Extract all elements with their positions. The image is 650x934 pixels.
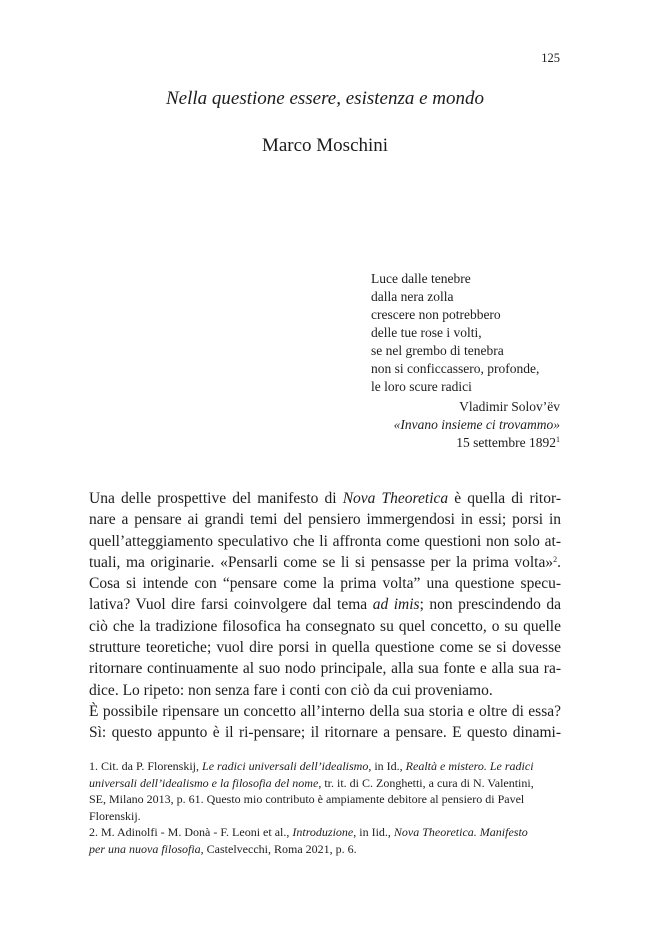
epigraph-attribution (394, 398, 560, 452)
footnote-text: , tr. it. di C. Zonghetti, a cura di N. Valentini, (318, 775, 534, 790)
footnote-text: , Castelvecchi, Roma 2021, p. 6. (200, 841, 357, 856)
epigraph-line: dalla nera zolla (371, 289, 454, 304)
footnote-text: , in Id., (368, 759, 406, 773)
epigraph-line: non si conficcassero, profonde, (371, 361, 540, 376)
footnote-2-line (89, 824, 561, 841)
body-line: strutture teoretiche; vuol dire porsi in quella questione come se si dovesse (89, 639, 561, 657)
body-line: Cosa si intende con “pensare come la prima volta” una questione specu- (89, 575, 561, 593)
body-line (89, 594, 561, 615)
body-line: dice. Lo ripeto: non senza fare i conti con ciò da cui proveniamo. (89, 681, 493, 699)
footnotes (89, 758, 561, 858)
footnote-1-line (89, 758, 561, 775)
footnote-1-line (89, 775, 561, 792)
body-line (89, 488, 561, 509)
author-name: Marco Moschini (261, 135, 389, 156)
body-line: È possibile ripensare un concetto all’interno della sua storia e oltre di essa? (89, 702, 561, 720)
footnote-text: , in Iid., (353, 825, 394, 840)
body-line: ritornare continuamente al suo nodo principale, alla sua fonte e alla sua ra- (89, 660, 561, 678)
body-text-span: ; non prescindendo da (419, 596, 561, 614)
body-text-span: è quella di ritor- (448, 490, 561, 507)
epigraph-poem (371, 270, 559, 396)
body-line: nare a pensare ai grandi temi del pensiero immergendosi in essi; porsi in (89, 511, 561, 529)
body-line: quell’atteggiamento speculativo che li affronta come questioni non solo at- (89, 532, 561, 550)
body-text-span: lativa? Vuol dire farsi coinvolgere dal tema (89, 596, 373, 614)
epigraph-date-line (394, 434, 560, 452)
epigraph-line: se nel grembo di tenebra (371, 343, 504, 358)
epigraph-source: «Invano insieme ci trovammo» (393, 417, 560, 432)
epigraph-line: le loro scure radici (371, 379, 472, 394)
epigraph-line: Luce dalle tenebre (371, 271, 471, 286)
footnote-ref-1[interactable]: 1 (556, 435, 560, 444)
epigraph-date: 15 settembre 1892 (456, 435, 556, 450)
footnote-italic: Nova Theoretica. Manifesto (393, 825, 528, 840)
footnote-italic: Introduzione (292, 825, 354, 840)
footnote-italic: Le radici universali dell’idealismo (202, 759, 369, 773)
body-line: ciò che la tradizione filosofica ha consegnato su quel concetto, o su quelle (89, 617, 561, 635)
footnote-text: 2. M. Adinolfi - M. Donà - F. Leoni et al., (89, 825, 293, 840)
body-italic-span: ad imis (372, 596, 420, 614)
body-line: Sì: questo appunto è il ri-pensare; il ritornare a pensare. E questo dinami- (89, 724, 561, 742)
footnote-ref-2[interactable]: 2 (553, 554, 558, 564)
footnote-italic: universali dell’idealismo e la filosofia del nome (89, 775, 319, 790)
body-line (89, 552, 561, 573)
footnote-italic: Realtà e mistero. Le radici (405, 759, 534, 773)
footnote-text: 1. Cit. da P. Florenskij, (89, 759, 203, 773)
footnote-1-line: SE, Milano 2013, p. 61. Questo mio contributo è ampiamente debitore al pensiero di Pavel (89, 792, 525, 807)
epigraph-author: Vladimir Solov’ëv (459, 399, 560, 414)
chapter-title: Nella questione essere, esistenza e mondo (165, 88, 485, 109)
body-paragraph (89, 488, 561, 744)
epigraph-line: delle tue rose i volti, (371, 325, 482, 340)
epigraph-line: crescere non potrebbero (371, 307, 501, 322)
footnote-italic: per una nuova filosofia (89, 841, 201, 856)
footnote-2-line (89, 841, 561, 858)
body-text-span: Una delle prospettive del manifesto di (89, 490, 343, 507)
page-number: 125 (541, 51, 560, 65)
body-italic-span: Nova Theoretica (342, 490, 449, 507)
body-text-span: tuali, ma originarie. «Pensarli come se li si pensasse per la prima volta» (89, 553, 554, 571)
body-text-span: . (557, 553, 561, 571)
footnote-1-line: Florenskij. (89, 808, 141, 823)
